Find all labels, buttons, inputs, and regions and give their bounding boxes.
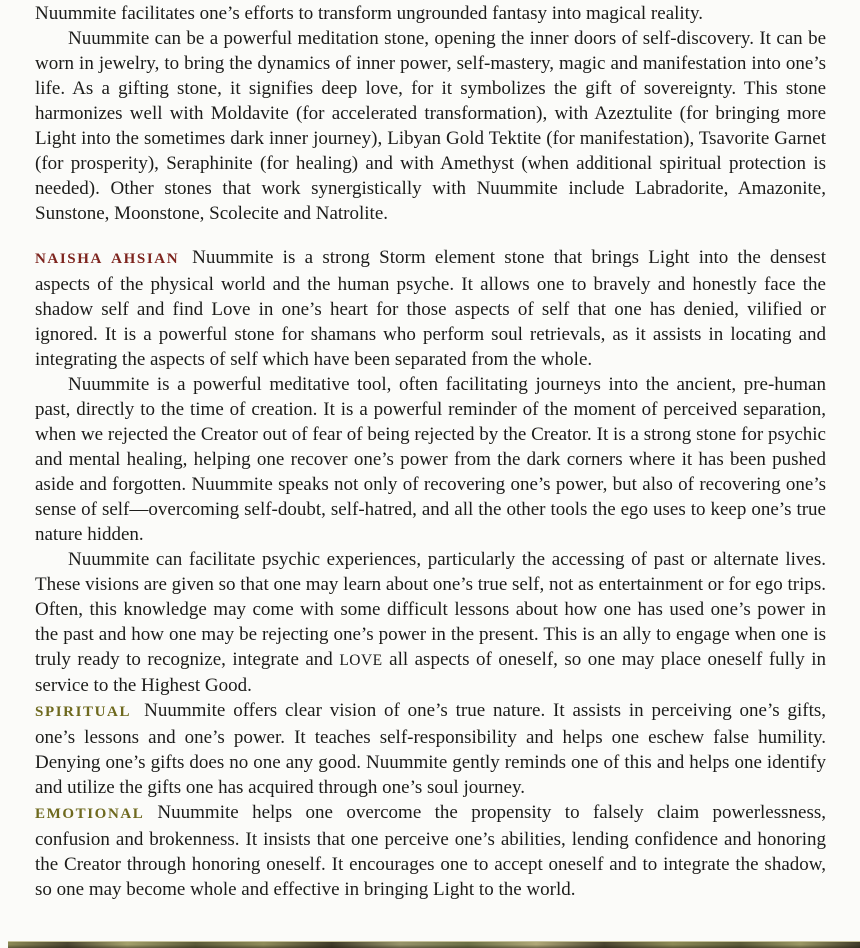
paragraph-meditation-stone: Nuummite can be a powerful meditation stone, opening the inner doors of self-discovery. It can be worn in jewelry, to bring the dynamics of inner power, self-mastery, magic and manifestation into one’s life. As a gifting stone, it signifies deep love, for it symbolizes the gift of sovereignty. This stone harmonizes well with Moldavite (for accelerated transformation), with Azeztulite (for bringing more Light into the sometimes dark inner journey), Libyan Gold Tektite (for manifestation), Tsavorite Garnet (for prosperity), Seraphinite (for healing) and with Amethyst (when additional spiritual protection is needed). Other stones that work synergistically with Nuummite include Labradorite, Amazonite, Sunstone, Moonstone, Scolecite and Natrolite. <box>35 28 826 224</box>
author-heading-naisha-ahsian: NAISHA AHSIAN <box>35 251 180 267</box>
paragraph-storm-text: Nuummite is a strong Storm element stone that brings Light into the densest aspects of the physical world and the human psyche. It allows one to bravely and honestly face the shadow self and find Love in one’s heart for those aspects of self that one has denied, vilified or ignored. It is a powerful stone for shamans who perform soul retrievals, as it assists in locating and integrating the aspects of self which have been separated from the whole. <box>35 247 826 370</box>
stone-photo-top-edge <box>8 941 860 948</box>
smallcaps-love: LOVE <box>339 652 383 669</box>
section-heading-spiritual: SPIRITUAL <box>35 704 132 720</box>
paragraph-naisha-ahsian-storm <box>35 245 826 372</box>
paragraph-psychic-experiences <box>35 547 826 698</box>
body-text-column <box>35 1 826 902</box>
paragraph-intro: Nuummite facilitates one’s efforts to transform ungrounded fantasy into magical reality. <box>35 3 703 24</box>
paragraph-spiritual <box>35 698 826 800</box>
paragraph-meditative-tool: Nuummite is a powerful meditative tool, often facilitating journeys into the ancient, pre-human past, directly to the time of creation. It is a powerful reminder of the moment of perceived separation, when we rejected the Creator out of fear of being rejected by the Creator. It is a strong stone for psychic and mental healing, helping one recover one’s power from the dark corners where it has been pushed aside and forgotten. Nuummite speaks not only of recovering one’s power, but also of recovering one’s sense of self—overcoming self-doubt, self-hatred, and all the other tools the ego uses to keep one’s true nature hidden. <box>35 374 826 545</box>
paragraph-emotional <box>35 800 826 902</box>
section-heading-emotional: EMOTIONAL <box>35 806 145 822</box>
psychic-text-pre: Nuummite can facilitate psychic experiences, particularly the accessing of past or alternate lives. These visions are given so that one may learn about one’s true self, not as entertainment or for ego trips. Often, this knowledge may come with some difficult lessons about how one has used one’s power in the past and how one may be rejecting one’s power in the present. This is an ally to engage when one is truly ready to recognize, integrate and <box>35 549 826 670</box>
spiritual-text: Nuummite offers clear vision of one’s true nature. It assists in perceiving one’s gifts, one’s lessons and one’s power. It teaches self-responsibility and helps one eschew false humility. Denying one’s gifts does no one any good. Nuummite gently reminds one of this and helps one identify and utilize the gifts one has acquired through one’s soul journey. <box>35 700 826 798</box>
emotional-text: Nuummite helps one overcome the propensity to falsely claim powerlessness, confusion and brokenness. It insists that one perceive one’s abilities, lending confidence and honoring the Creator through honoring oneself. It encourages one to accept oneself and to integrate the shadow, so one may become whole and effective in bringing Light to the world. <box>35 802 826 900</box>
psychic-text-post: all aspects of oneself, so one may place oneself fully in service to the Highest Good. <box>35 649 827 696</box>
